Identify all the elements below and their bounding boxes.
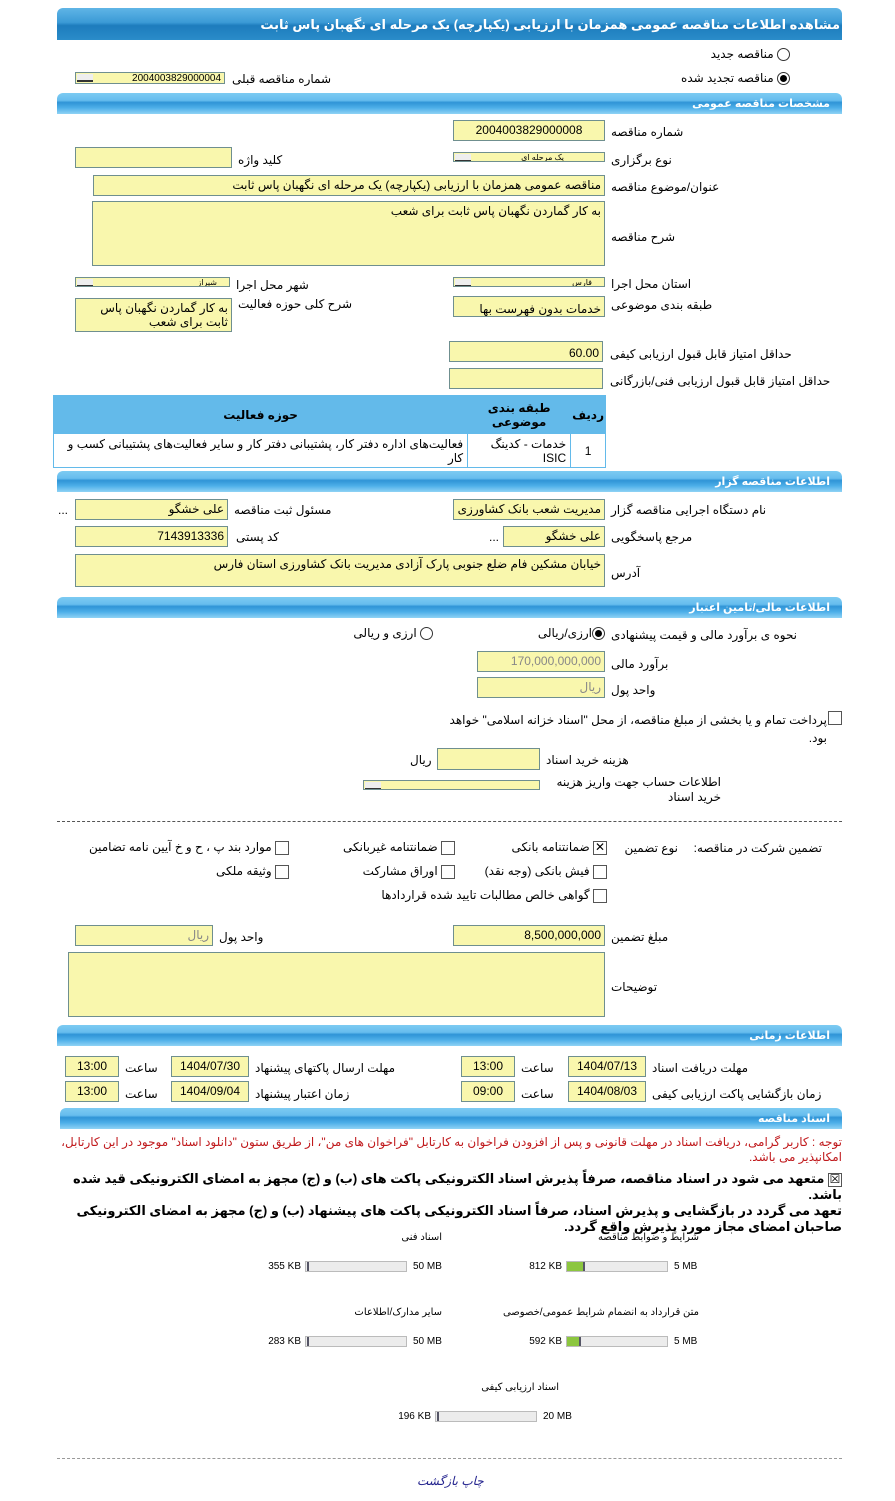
guarantee-option-cash[interactable] — [485, 864, 607, 879]
method-option-both[interactable] — [353, 626, 433, 640]
province-value: فارس — [572, 278, 592, 287]
submit-deadline-time[interactable]: 13:00 — [65, 1056, 119, 1077]
file-name: اسناد فنی — [401, 1232, 442, 1243]
checkbox[interactable] — [275, 865, 289, 879]
checkbox[interactable] — [275, 841, 289, 855]
subject-field[interactable]: مناقصه عمومی همزمان با ارزیابی (یکپارچه) یک مرحله ای نگهبان پاس ثابت — [93, 175, 605, 196]
province-label: استان محل اجرا — [611, 277, 692, 291]
file-name: اسناد ارزیابی کیفی — [481, 1382, 559, 1393]
estimate-field[interactable]: 170,000,000,000 — [477, 651, 605, 672]
option-label: وثیقه ملکی — [216, 864, 272, 878]
keyword-label: کلید واژه — [238, 153, 283, 167]
column-header-row-number: ردیف — [571, 396, 606, 434]
file-size-progress — [566, 1336, 668, 1347]
progress-fill — [306, 1262, 309, 1271]
opening-time[interactable]: 09:00 — [461, 1081, 515, 1102]
section-general-title: مشخصات مناقصه عمومی — [692, 98, 830, 110]
radio-renewed-tender[interactable] — [681, 71, 790, 85]
cell-category: خدمات - کدینگ ISIC — [468, 434, 571, 468]
category-label: طبقه بندی موضوعی — [611, 298, 713, 312]
postal-field[interactable]: 7143913336 — [75, 526, 228, 547]
radio-new-label: مناقصه جدید — [710, 47, 774, 61]
radio-renewed-label: مناقصه تجدید شده — [681, 71, 774, 85]
estimate-label: برآورد مالی — [611, 657, 669, 671]
city-value: شیراز — [197, 278, 217, 287]
treasury-check[interactable] — [828, 711, 842, 725]
doc-fee-label: هزینه خرید اسناد — [546, 753, 629, 767]
doc-fee-field[interactable] — [437, 748, 540, 770]
dropdown-button[interactable] — [77, 74, 93, 82]
notes-label: توضیحات — [611, 980, 658, 994]
activity-table — [53, 395, 606, 468]
min-tech-field[interactable] — [449, 368, 603, 389]
registrar-more-button[interactable]: ... — [58, 503, 69, 517]
column-header-activity: حوزه فعالیت — [54, 396, 468, 434]
checkbox[interactable] — [441, 841, 455, 855]
radio-rial[interactable] — [592, 627, 605, 640]
file-name: سایر مدارک/اطلاعات — [354, 1307, 442, 1318]
opening-date[interactable]: 1404/08/03 — [568, 1081, 646, 1102]
section-documents-title: اسناد مناقصه — [757, 1113, 830, 1125]
file-size: 355 KB — [268, 1261, 301, 1272]
contact-more-button[interactable]: ... — [489, 530, 500, 544]
submit-deadline-date[interactable]: 1404/07/30 — [171, 1056, 249, 1077]
file-size: 283 KB — [268, 1336, 301, 1347]
file-size-progress — [566, 1261, 668, 1272]
section-timing-title: اطلاعات زمانی — [749, 1030, 830, 1042]
dropdown-button[interactable] — [77, 279, 93, 287]
file-size: 812 KB — [529, 1261, 562, 1272]
prev-number-select[interactable] — [75, 72, 225, 84]
table-header-row — [54, 396, 606, 434]
validity-label: زمان اعتبار پیشنهاد — [255, 1087, 350, 1101]
min-tech-label: حداقل امتیاز قابل قبول ارزیابی فنی/بازرگانی — [610, 374, 831, 388]
file-name: متن قرارداد به انضمام شرایط عمومی/خصوصی — [502, 1307, 699, 1318]
guarantee-amount-label: مبلغ تضمین — [611, 930, 669, 944]
opening-label: زمان بازگشایی پاکت ارزیابی کیفی — [652, 1087, 822, 1101]
hour-label: ساعت — [125, 1061, 158, 1075]
category-field[interactable]: خدمات بدون فهرست بها — [453, 296, 605, 317]
dropdown-button[interactable] — [365, 782, 381, 790]
subject-label: عنوان/موضوع مناقصه — [611, 180, 720, 194]
dropdown-button[interactable] — [455, 279, 471, 287]
column-header-category: طبقه بندی موضوعی — [468, 396, 571, 434]
file-size-progress — [305, 1336, 407, 1347]
city-label: شهر محل اجرا — [236, 278, 309, 292]
currency-label: واحد پول — [611, 683, 656, 697]
footer-divider — [57, 1458, 842, 1459]
address-label: آدرس — [611, 566, 641, 580]
holding-type-value: یک مرحله ای — [521, 153, 564, 162]
section-documents — [60, 1108, 842, 1129]
holding-type-select[interactable] — [453, 152, 605, 162]
hour-label: ساعت — [125, 1087, 158, 1101]
footer-links — [417, 1474, 484, 1488]
prev-number-value: 2004003829000004 — [132, 73, 221, 84]
account-select[interactable] — [363, 780, 540, 790]
section-organizer — [57, 471, 842, 492]
page-title-bar — [57, 8, 842, 40]
activity-desc-label: شرح کلی حوزه فعالیت — [238, 297, 353, 311]
file-max-size: 5 MB — [674, 1336, 698, 1347]
prev-number-label: شماره مناقصه قبلی — [232, 72, 332, 86]
table-row — [54, 434, 606, 468]
file-max-size: 5 MB — [674, 1261, 698, 1272]
city-select[interactable] — [75, 277, 230, 287]
doc-deadline-date[interactable]: 1404/07/13 — [568, 1056, 646, 1077]
radio-new-tender[interactable] — [711, 47, 790, 61]
guarantee-option-receivables[interactable] — [381, 888, 607, 903]
registrar-field[interactable]: علی خشگو — [75, 499, 228, 520]
checkbox[interactable] — [441, 865, 455, 879]
treasury-text: پرداخت تمام و یا بخشی از مبلغ مناقصه، از محل "اسناد خزانه اسلامی" خواهد بود. — [449, 713, 827, 745]
option-label: ضمانتنامه غیربانکی — [342, 840, 438, 854]
method-label: نحوه ی برآورد مالی و قیمت پیشنهادی — [611, 628, 798, 642]
contact-field[interactable]: علی خشگو — [503, 526, 605, 547]
commit-1 — [50, 1171, 842, 1203]
commit-2: تعهد می گردد در بازگشایی و پذیرش اسناد، صرفاً اسناد الکترونیکی پاکت های پیشنهاد (ب) و (ج) مجهز به امضای الکترونیکی صاحبان امضای مجاز مورد پذیرش واقع گردد. — [76, 1203, 842, 1234]
guarantee-currency-label: واحد پول — [219, 930, 264, 944]
doc-deadline-label: مهلت دریافت اسناد — [652, 1061, 749, 1075]
validity-date[interactable]: 1404/09/04 — [171, 1081, 249, 1102]
keyword-field[interactable] — [75, 147, 232, 168]
guarantee-amount-field[interactable]: 8,500,000,000 — [453, 925, 605, 946]
file-max-size: 50 MB — [413, 1261, 442, 1272]
guarantee-option-bonds[interactable] — [363, 864, 455, 879]
print-link[interactable]: چاپ — [461, 1474, 484, 1488]
org-field[interactable]: مدیریت شعب بانک کشاورزی — [453, 499, 605, 520]
holding-type-label: نوع برگزاری — [611, 153, 672, 167]
checkbox[interactable]: ✕ — [594, 839, 606, 854]
divider — [57, 821, 842, 822]
guarantee-option-nonbank[interactable] — [343, 840, 455, 855]
file-max-size: 20 MB — [543, 1411, 572, 1422]
postal-label: کد پستی — [236, 530, 280, 544]
submit-deadline-label: مهلت ارسال پاکتهای پیشنهاد — [255, 1061, 396, 1075]
hour-label: ساعت — [521, 1061, 554, 1075]
option-label: گواهی خالص مطالبات تایید شده قراردادها — [381, 888, 590, 902]
guarantee-type-label: نوع تضمین — [624, 841, 678, 855]
guarantee-option-bank[interactable] — [511, 840, 607, 855]
option-label: موارد بند پ ، ح و خ آیین نامه تضامین — [88, 840, 272, 854]
section-financial-title: اطلاعات مالی/تامین اعتبار — [689, 602, 830, 614]
activity-desc-field[interactable]: به کار گماردن نگهبان پاس ثابت برای شعب — [75, 298, 232, 332]
file-size: 196 KB — [398, 1411, 431, 1422]
account-label: اطلاعات حساب جهت واریز هزینه خرید اسناد — [556, 775, 721, 804]
currency-field[interactable]: ریال — [477, 677, 605, 698]
doc-fee-unit: ریال — [410, 753, 432, 767]
min-quality-label: حداقل امتیاز قابل قبول ارزیابی کیفی — [610, 347, 792, 361]
tender-number-label: شماره مناقصه — [611, 125, 684, 139]
notes-field[interactable] — [68, 952, 605, 1017]
guarantee-option-property[interactable] — [216, 864, 289, 879]
cell-activity: فعالیت‌های اداره دفتر کار، پشتیبانی دفتر کار و سایر فعالیت‌های پشتیبانی کسب و کار — [54, 434, 468, 468]
option-label: ضمانتنامه بانکی — [511, 840, 590, 854]
checkbox[interactable] — [593, 889, 607, 903]
description-field[interactable]: به کار گماردن نگهبان پاس ثابت برای شعب — [92, 201, 605, 266]
doc-deadline-time[interactable]: 13:00 — [461, 1056, 515, 1077]
page-title: مشاهده اطلاعات مناقصه عمومی همزمان با ارزیابی (یکپارچه) یک مرحله ای نگهبان پاس ثابت — [260, 17, 840, 32]
section-organizer-title: اطلاعات مناقصه گزار — [715, 476, 830, 488]
method-option-rial-label: ارزی/ریالی — [537, 626, 592, 640]
registrar-label: مسئول ثبت مناقصه — [234, 503, 332, 517]
documents-text-block — [50, 1135, 842, 1235]
org-label: نام دستگاه اجرایی مناقصه گزار — [611, 503, 767, 517]
file-size-progress — [305, 1261, 407, 1272]
section-financial — [57, 597, 842, 618]
commit-checkbox[interactable]: ☒ — [829, 1171, 841, 1186]
treasury-checkbox[interactable] — [828, 710, 842, 725]
commit-1-text: متعهد می شود در اسناد مناقصه، صرفاً پذیرش اسناد الکترونیکی پاکت های (ب) و (ج) مجهز به امضای الکترونیکی قید شده باشد. — [72, 1171, 842, 1202]
file-size-progress — [435, 1411, 537, 1422]
dropdown-button[interactable] — [455, 154, 471, 162]
method-option-both-label: ارزی و ریالی — [353, 626, 417, 640]
progress-fill — [567, 1262, 585, 1271]
description-label: شرح مناقصه — [611, 230, 676, 244]
progress-fill — [567, 1337, 581, 1346]
guarantee-label: تضمین شرکت در مناقصه: — [693, 841, 822, 855]
radio-renewed[interactable] — [777, 72, 790, 85]
back-link[interactable]: بازگشت — [417, 1474, 458, 1488]
progress-fill — [436, 1412, 439, 1421]
guarantee-currency-field[interactable]: ریال — [75, 925, 213, 946]
hour-label: ساعت — [521, 1087, 554, 1101]
option-label: فیش بانکی (وجه نقد) — [484, 864, 590, 878]
radio-new[interactable] — [777, 48, 790, 61]
documents-note: توجه : کاربر گرامی، دریافت اسناد در مهلت قانونی و پس از افزودن فراخوان به کارتابل "فراخوان های من"، از طریق ستون "دانلود اسناد" موجود در این کارتابل، امکانپذیر می باشد. — [61, 1135, 842, 1164]
file-max-size: 50 MB — [413, 1336, 442, 1347]
file-size: 592 KB — [529, 1336, 562, 1347]
tender-number-field[interactable]: 2004003829000008 — [453, 120, 605, 141]
validity-time[interactable]: 13:00 — [65, 1081, 119, 1102]
address-field[interactable]: خیابان مشکین فام ضلع جنوبی پارک آزادی مدیریت بانک کشاورزی استان فارس — [75, 554, 605, 587]
checkbox[interactable] — [593, 865, 607, 879]
min-quality-field[interactable]: 60.00 — [449, 341, 603, 362]
progress-fill — [306, 1337, 309, 1346]
section-timing — [57, 1025, 842, 1046]
contact-label: مرجع پاسخگویی — [611, 530, 693, 544]
province-select[interactable] — [453, 277, 605, 287]
cell-row-number: 1 — [571, 434, 606, 468]
option-label: اوراق مشارکت — [362, 864, 438, 878]
method-option-rial[interactable] — [538, 626, 605, 640]
guarantee-option-regulation[interactable] — [89, 840, 289, 855]
file-name: شرایط و ضوابط مناقصه — [597, 1232, 699, 1243]
radio-both[interactable] — [420, 627, 433, 640]
section-general — [57, 93, 842, 114]
